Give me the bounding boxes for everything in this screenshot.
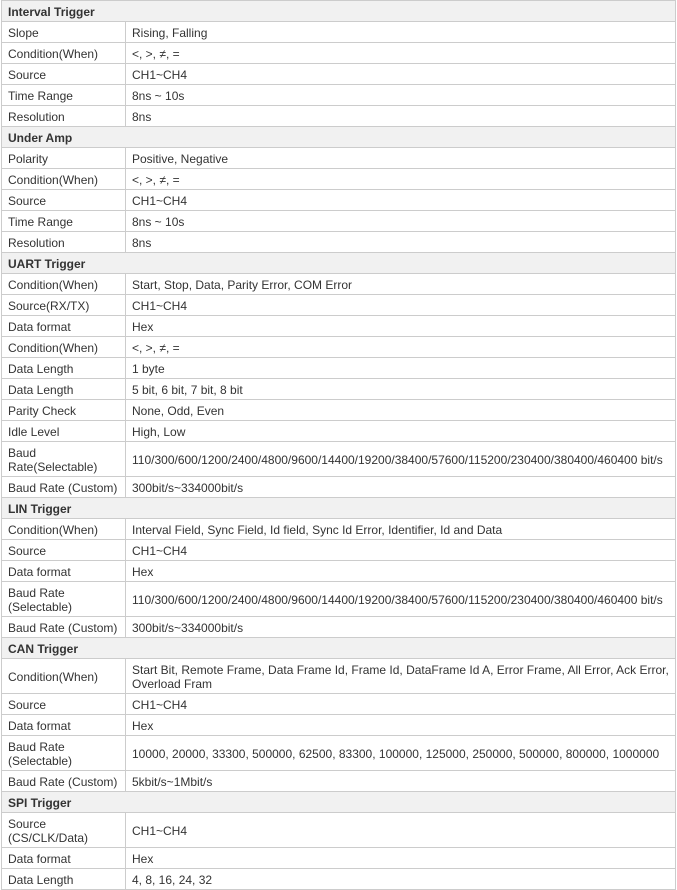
table-row [2,477,676,498]
table-row [2,169,676,190]
row-value: 4, 8, 16, 24, 32 [126,869,676,890]
row-value: CH1~CH4 [126,694,676,715]
table-row [2,736,676,771]
row-label: Source(RX/TX) [2,295,126,316]
table-row [2,561,676,582]
row-label: Resolution [2,106,126,127]
row-label: Parity Check [2,400,126,421]
table-row [2,295,676,316]
table-row [2,582,676,617]
row-label: Source [2,64,126,85]
spec-table [1,0,676,890]
row-value: <, >, ≠, = [126,43,676,64]
section-title: LIN Trigger [2,498,676,519]
row-value: 8ns [126,232,676,253]
row-label: Data Length [2,379,126,400]
row-label: Source (CS/CLK/Data) [2,813,126,848]
row-label: Data format [2,848,126,869]
table-row [2,274,676,295]
row-label: Time Range [2,85,126,106]
row-label: Baud Rate(Selectable) [2,442,126,477]
section-header-interval-trigger [2,1,676,22]
row-value: Start Bit, Remote Frame, Data Frame Id, Frame Id, DataFrame Id A, Error Frame, All Error, Ack Error, Overload Fram [126,659,676,694]
row-value: 8ns ~ 10s [126,211,676,232]
row-value: 1 byte [126,358,676,379]
row-label: Source [2,540,126,561]
row-label: Source [2,694,126,715]
row-label: Baud Rate (Selectable) [2,736,126,771]
table-row [2,869,676,890]
table-row [2,64,676,85]
row-label: Source [2,190,126,211]
table-row [2,617,676,638]
row-value: 5 bit, 6 bit, 7 bit, 8 bit [126,379,676,400]
row-value: CH1~CH4 [126,190,676,211]
row-label: Condition(When) [2,43,126,64]
section-title: Under Amp [2,127,676,148]
row-value: 300bit/s~334000bit/s [126,617,676,638]
table-row [2,232,676,253]
row-value: 8ns ~ 10s [126,85,676,106]
table-row [2,442,676,477]
table-row [2,43,676,64]
row-label: Slope [2,22,126,43]
row-value: Hex [126,848,676,869]
section-title: CAN Trigger [2,638,676,659]
table-row [2,694,676,715]
section-header-under-amp [2,127,676,148]
table-row [2,421,676,442]
row-value: Hex [126,561,676,582]
table-row [2,211,676,232]
table-row [2,540,676,561]
row-value: Start, Stop, Data, Parity Error, COM Error [126,274,676,295]
row-value: 110/300/600/1200/2400/4800/9600/14400/19200/38400/57600/115200/230400/380400/460400 bit/s [126,582,676,617]
row-value: <, >, ≠, = [126,169,676,190]
row-label: Baud Rate (Selectable) [2,582,126,617]
row-value: Hex [126,316,676,337]
row-value: High, Low [126,421,676,442]
table-row [2,379,676,400]
row-value: 300bit/s~334000bit/s [126,477,676,498]
row-value: 10000, 20000, 33300, 500000, 62500, 83300, 100000, 125000, 250000, 500000, 800000, 1000000 [126,736,676,771]
row-label: Resolution [2,232,126,253]
row-value: Hex [126,715,676,736]
section-header-uart-trigger [2,253,676,274]
row-label: Idle Level [2,421,126,442]
row-value: <, >, ≠, = [126,337,676,358]
section-title: SPI Trigger [2,792,676,813]
row-value: CH1~CH4 [126,295,676,316]
row-label: Condition(When) [2,274,126,295]
table-row [2,22,676,43]
table-row [2,106,676,127]
table-row [2,400,676,421]
table-row [2,519,676,540]
table-row [2,148,676,169]
table-row [2,190,676,211]
table-row [2,715,676,736]
row-value: CH1~CH4 [126,813,676,848]
section-header-lin-trigger [2,498,676,519]
row-label: Baud Rate (Custom) [2,617,126,638]
row-label: Polarity [2,148,126,169]
row-label: Data format [2,561,126,582]
row-label: Data Length [2,869,126,890]
row-label: Condition(When) [2,519,126,540]
row-value: CH1~CH4 [126,540,676,561]
row-label: Time Range [2,211,126,232]
table-row [2,358,676,379]
row-label: Condition(When) [2,659,126,694]
row-value: Positive, Negative [126,148,676,169]
section-title: UART Trigger [2,253,676,274]
row-label: Data format [2,316,126,337]
row-value: Interval Field, Sync Field, Id field, Sync Id Error, Identifier, Id and Data [126,519,676,540]
row-label: Baud Rate (Custom) [2,771,126,792]
row-label: Data format [2,715,126,736]
row-value: 8ns [126,106,676,127]
section-header-can-trigger [2,638,676,659]
table-row [2,659,676,694]
table-row [2,337,676,358]
section-title: Interval Trigger [2,1,676,22]
row-value: Rising, Falling [126,22,676,43]
table-row [2,848,676,869]
row-value: 5kbit/s~1Mbit/s [126,771,676,792]
row-value: None, Odd, Even [126,400,676,421]
row-value: 110/300/600/1200/2400/4800/9600/14400/19200/38400/57600/115200/230400/380400/460400 bit/s [126,442,676,477]
table-row [2,771,676,792]
row-label: Condition(When) [2,169,126,190]
row-label: Data Length [2,358,126,379]
row-label: Baud Rate (Custom) [2,477,126,498]
row-label: Condition(When) [2,337,126,358]
table-row [2,316,676,337]
table-row [2,813,676,848]
row-value: CH1~CH4 [126,64,676,85]
section-header-spi-trigger [2,792,676,813]
table-row [2,85,676,106]
